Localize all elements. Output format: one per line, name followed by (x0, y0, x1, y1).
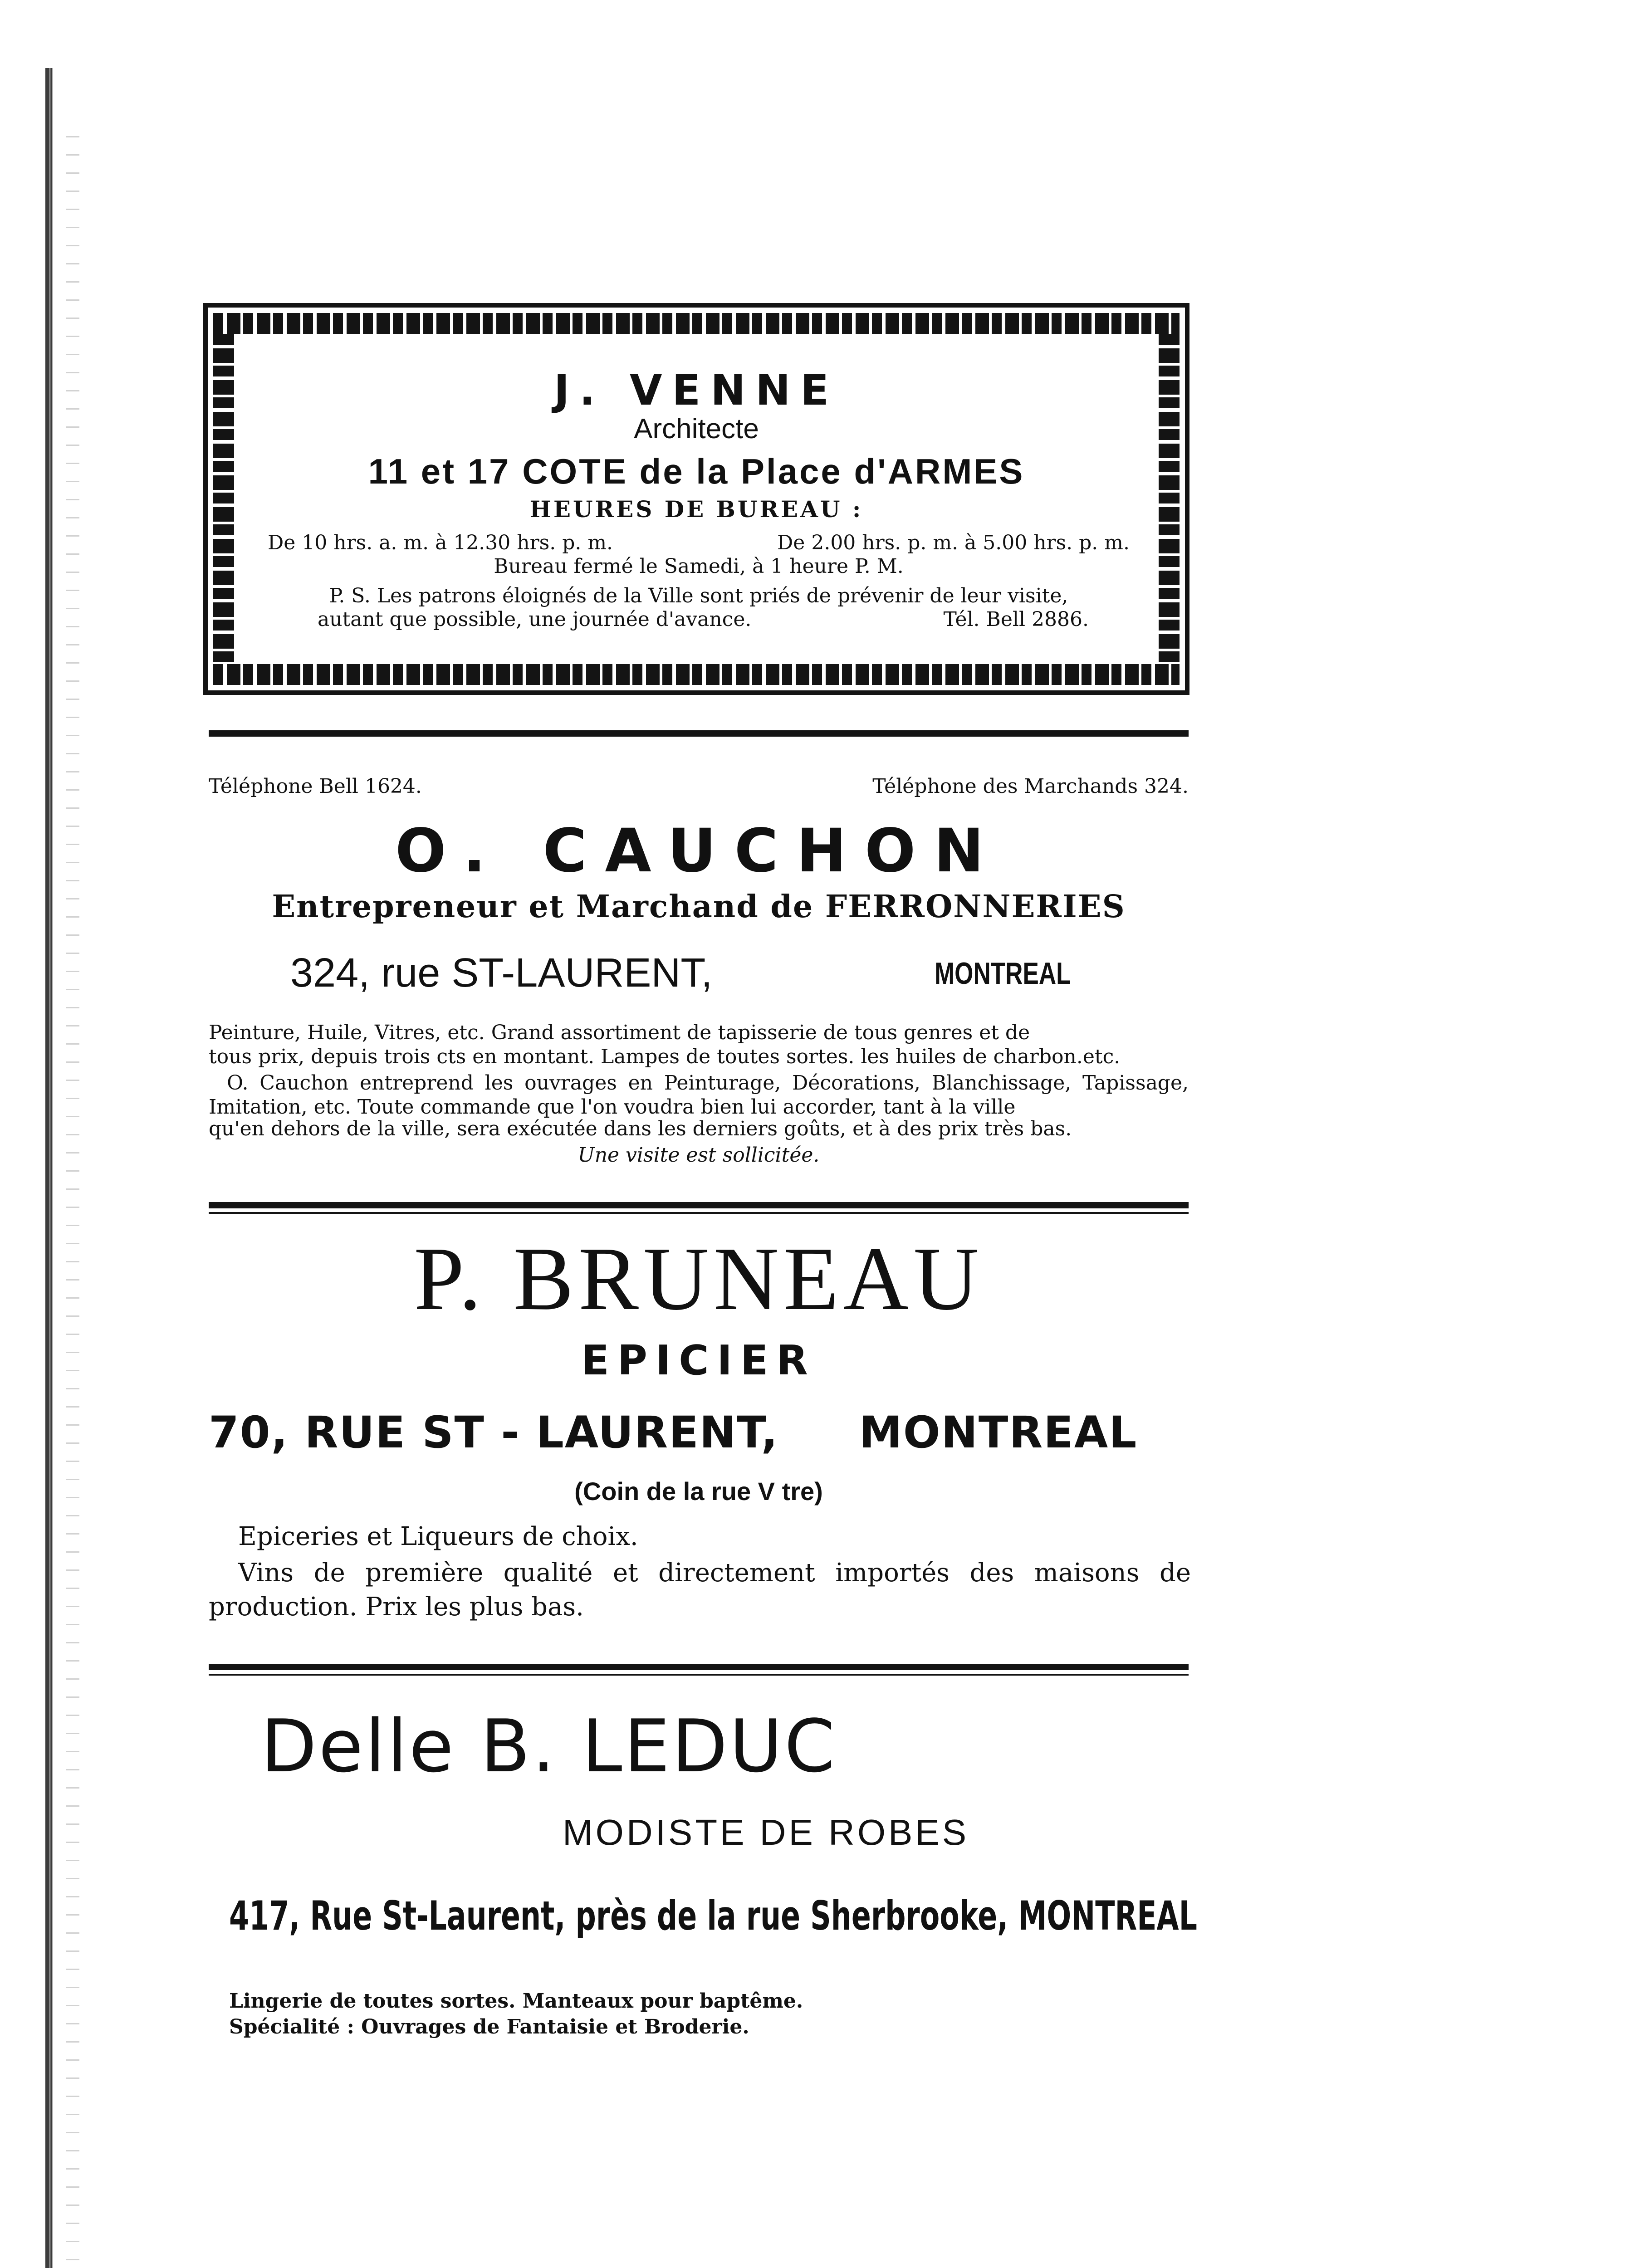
bruneau-line-1: Epiceries et Liqueurs de choix. (238, 1522, 638, 1551)
venne-phone: Tél. Bell 2886. (943, 608, 1089, 631)
frame-border-left (213, 334, 234, 664)
venne-hours-row (268, 533, 1130, 553)
page-binding-edge (45, 68, 57, 2268)
venne-title: Architecte (634, 413, 759, 445)
cauchon-name: O. CAUCHON (395, 816, 1002, 886)
frame-border-right (1159, 334, 1180, 664)
venne-note-row (318, 610, 1089, 630)
cauchon-text-line-1: Peinture, Huile, Vitres, etc. Grand assortiment de tapisserie de tous genres et de (209, 1021, 1030, 1044)
venne-name: J. VENNE (553, 366, 839, 415)
cauchon-city: MONTREAL (935, 956, 1071, 991)
bruneau-line-3: production. Prix les plus bas. (209, 1592, 584, 1622)
cauchon-text-line-2: tous prix, depuis trois cts en montant. Lampes de toutes sortes. les huiles de charbon.etc. (209, 1045, 1121, 1068)
cauchon-address: 324, rue ST-LAURENT, (290, 950, 713, 996)
cauchon-text-line-4: qu'en dehors de la ville, sera exécutée dans les derniers goûts, et à des prix très bas. (209, 1117, 1072, 1140)
leduc-address: 417, Rue St-Laurent, près de la rue Sherbrooke, MONTREAL (229, 1892, 1197, 1939)
page-scan-specks (66, 136, 79, 2268)
cauchon-visit: Une visite est sollicitée. (578, 1144, 820, 1167)
venne-note-line-1: P. S. Les patrons éloignés de la Ville sont priés de prévenir de leur visite, (329, 584, 1068, 607)
venne-hours-afternoon: De 2.00 hrs. p. m. à 5.00 hrs. p. m. (777, 531, 1130, 554)
divider-rule (209, 730, 1189, 737)
bruneau-name: P. BRUNEAU (414, 1229, 984, 1329)
venne-hours-title: HEURES DE BUREAU : (529, 496, 863, 523)
divider-rule-thin (209, 1212, 1189, 1214)
divider-rule (209, 1664, 1189, 1670)
leduc-trade: MODISTE DE ROBES (563, 1812, 969, 1853)
divider-rule-thin (209, 1674, 1189, 1676)
cauchon-trade: Entrepreneur et Marchand de FERRONNERIES (272, 889, 1126, 925)
bruneau-address: 70, RUE ST - LAURENT, MONTREAL (209, 1407, 1138, 1458)
venne-note-line-2: autant que possible, une journée d'avance. (318, 608, 752, 631)
cauchon-phone-bell: Téléphone Bell 1624. (209, 775, 422, 798)
divider-rule (209, 1202, 1189, 1208)
cauchon-text-line-3: O. Cauchon entreprend les ouvrages en Peinturage, Décorations, Blanchissage, Tapissage, Imitation, etc. Toute commande que l'on voudra bien lui accorder, tant à la ville (209, 1071, 1189, 1119)
bruneau-trade: EPICIER (581, 1337, 816, 1384)
leduc-name: Delle B. LEDUC (261, 1704, 837, 1789)
leduc-line-2: Spécialité : Ouvrages de Fantaisie et Broderie. (229, 2015, 749, 2038)
leduc-line-1: Lingerie de toutes sortes. Manteaux pour baptême. (229, 1989, 803, 2013)
bruneau-corner: (Coin de la rue V tre) (574, 1477, 823, 1505)
venne-saturday: Bureau fermé le Samedi, à 1 heure P. M. (494, 555, 904, 578)
venne-address: 11 et 17 COTE de la Place d'ARMES (368, 451, 1025, 491)
cauchon-phone-merchants: Téléphone des Marchands 324. (872, 775, 1189, 798)
venne-hours-morning: De 10 hrs. a. m. à 12.30 hrs. p. m. (268, 531, 613, 554)
bruneau-line-2: Vins de première qualité et directement importés des maisons de (238, 1558, 1191, 1588)
